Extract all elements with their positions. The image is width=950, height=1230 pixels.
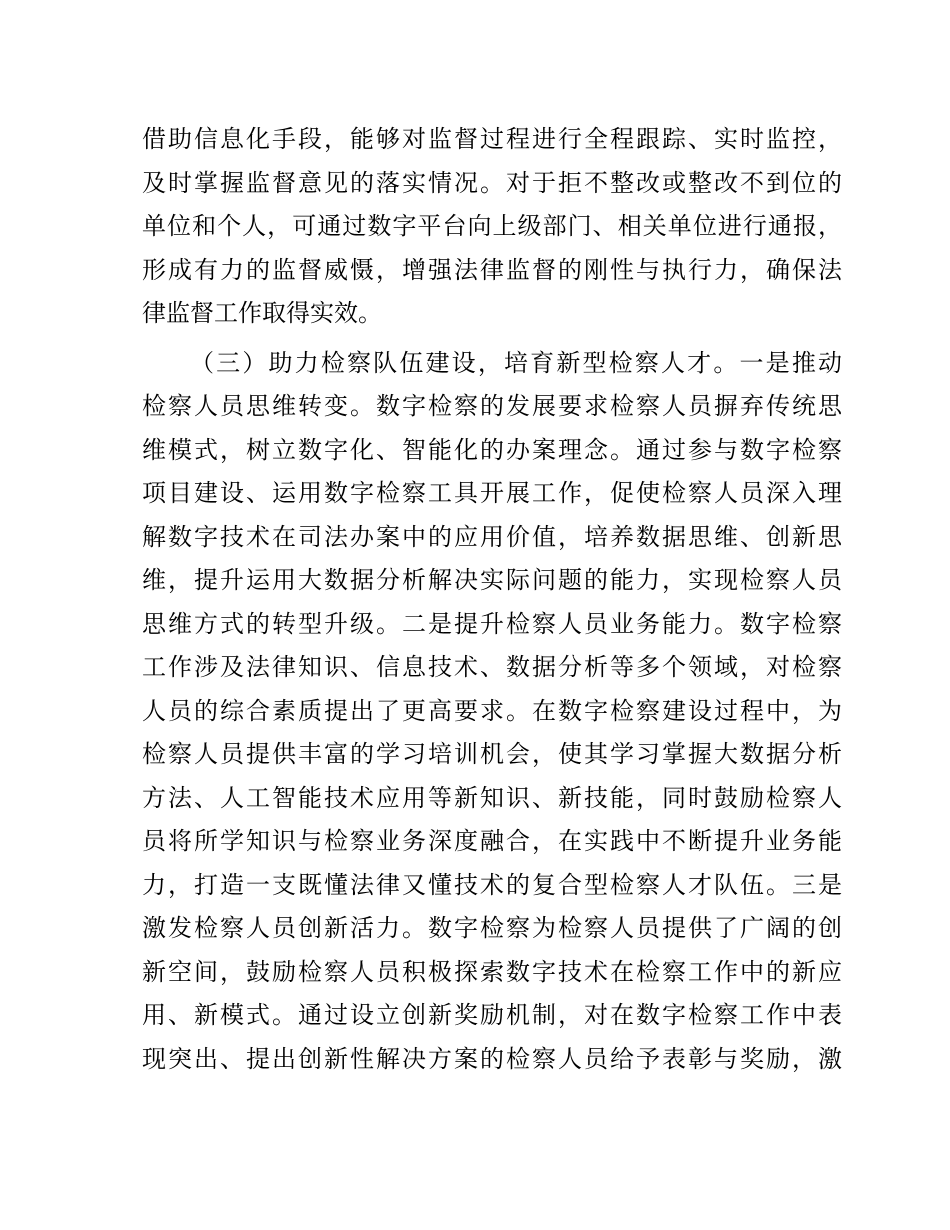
paragraph-line: 现突出、提出创新性解决方案的检察人员给予表彰与奖励，激 <box>142 1044 842 1073</box>
paragraph-line: 员将所学知识与检察业务深度融合，在实践中不断提升业务能 <box>142 827 842 855</box>
paragraph-1 <box>142 118 842 336</box>
paragraph-line: 维模式，树立数字化、智能化的办案理念。通过参与数字检察 <box>142 435 842 464</box>
paragraph-line: 维，提升运用大数据分析解决实际问题的能力，实现检察人员 <box>142 566 842 594</box>
paragraph-line: 检察人员思维转变。数字检察的发展要求检察人员摒弃传统思 <box>142 392 842 420</box>
paragraph-line: 工作涉及法律知识、信息技术、数据分析等多个领域，对检察 <box>142 653 842 681</box>
paragraph-line: 检察人员提供丰富的学习培训机会，使其学习掌握大数据分析 <box>142 740 842 768</box>
paragraph-line: 方法、人工智能技术应用等新知识、新技能，同时鼓励检察人 <box>142 783 842 812</box>
paragraph-line: 项目建设、运用数字检察工具开展工作，促使检察人员深入理 <box>142 479 842 507</box>
paragraph-line: 人员的综合素质提出了更高要求。在数字检察建设过程中，为 <box>142 696 842 725</box>
paragraph-line: 力，打造一支既懂法律又懂技术的复合型检察人才队伍。三是 <box>142 870 842 899</box>
paragraph-line: 思维方式的转型升级。二是提升检察人员业务能力。数字检察 <box>142 609 842 638</box>
paragraph-line: 激发检察人员创新活力。数字检察为检察人员提供了广阔的创 <box>142 914 842 942</box>
paragraph-line: 形成有力的监督威慑，增强法律监督的刚性与执行力，确保法 <box>142 255 842 284</box>
document-body <box>142 118 842 1081</box>
paragraph-line: 律监督工作取得实效。 <box>142 299 382 327</box>
paragraph-line: 借助信息化手段，能够对监督过程进行全程跟踪、实时监控， <box>142 125 842 153</box>
section-heading-line: （三）助力检察队伍建设，培育新型检察人才。一是推动 <box>190 348 842 377</box>
paragraph-line: 新空间，鼓励检察人员积极探索数字技术在检察工作中的新应 <box>142 957 842 986</box>
paragraph-line: 解数字技术在司法办案中的应用价值，培养数据思维、创新思 <box>142 522 842 551</box>
paragraph-line: 及时掌握监督意见的落实情况。对于拒不整改或整改不到位的 <box>142 168 842 197</box>
paragraph-line: 用、新模式。通过设立创新奖励机制，对在数字检察工作中表 <box>142 1001 842 1029</box>
paragraph-2 <box>142 342 842 1082</box>
paragraph-line: 单位和个人，可通过数字平台向上级部门、相关单位进行通报， <box>142 212 842 240</box>
